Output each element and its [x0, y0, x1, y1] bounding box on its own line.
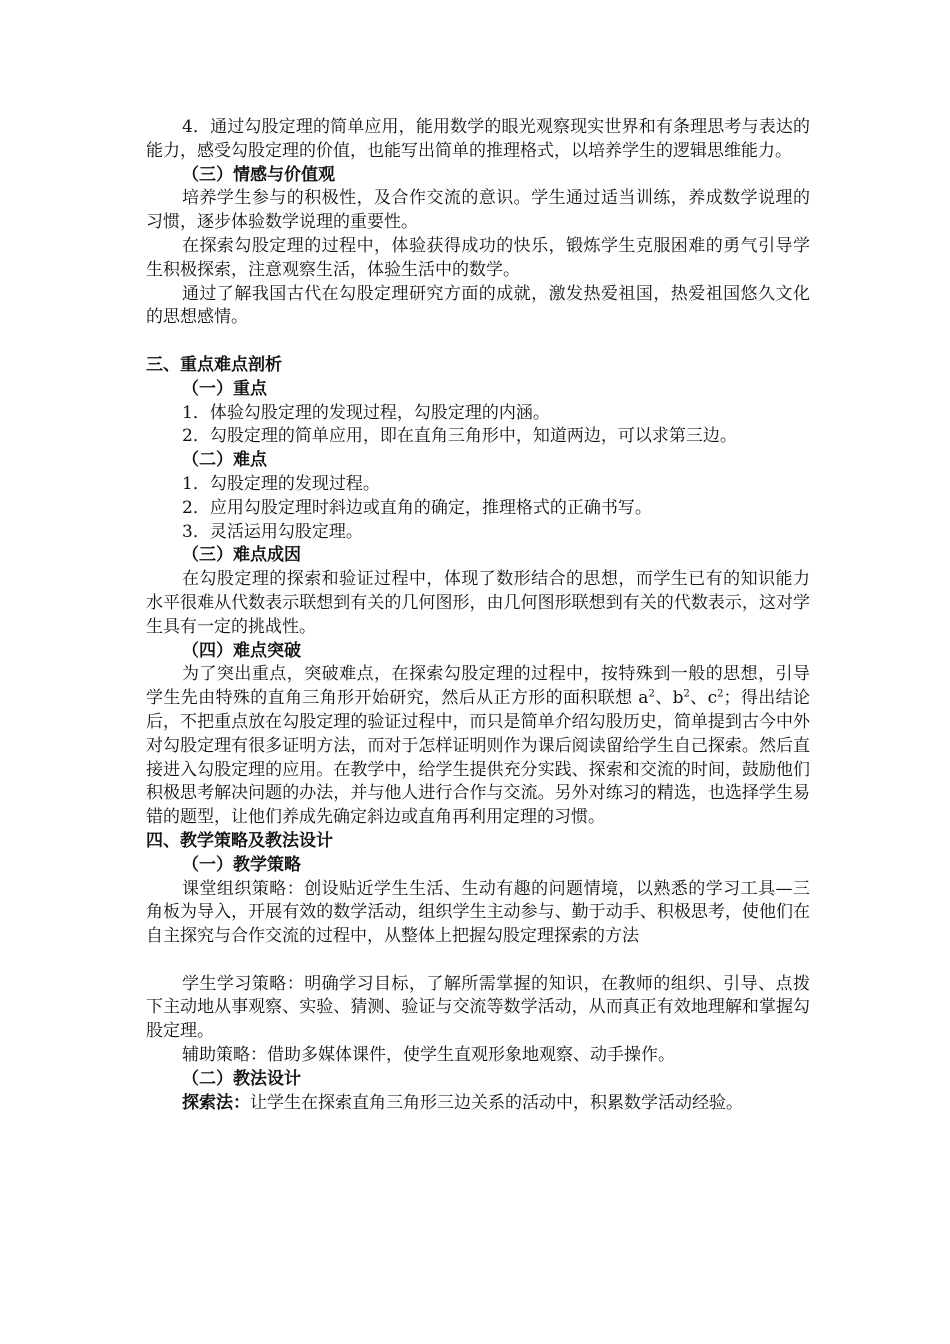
heading-emotion-values: （三）情感与价值观 — [182, 164, 335, 185]
heading-breakthrough: （四）难点突破 — [182, 640, 301, 661]
paragraph-patriotism: 通过了解我国古代在勾股定理研究方面的成就，激发热爱祖国，热爱祖国悠久文化的思想感情。 — [146, 283, 810, 328]
paragraph-difficulty-causes: 在勾股定理的探索和验证过程中，体现了数形结合的思想，而学生已有的知识能力水平很难从代数表示联想到有关的几何图形，由几何图形联想到有关的代数表示，这对学生具有一定的挑战性。 — [146, 569, 810, 637]
breakthrough-text-b: ；得出结论后，不把重点放在勾股定理的验证过程中，而只是简单介绍勾股历史，简单提到古今中外对勾股定理有很多证明方法，而对于怎样证明则作为课后阅读留给学生自己探索。然后直接进入勾股定理的应用。在教学中，给学生提供充分实践、探索和交流的时间，鼓励他们积极思考解决问题的办法，并与他人进行合作与交流。另外对练习的精选，也选择学生易错的题型，让他们养成先确定斜边或直角再利用定理的习惯。 — [146, 688, 810, 828]
heading-difficulties: （二）难点 — [182, 450, 267, 471]
heading-teaching-strategy: （一）教学策略 — [182, 854, 301, 875]
heading-difficulty-causes: （三）难点成因 — [182, 545, 301, 566]
heading-key-points: （一）重点 — [182, 378, 267, 399]
superscript-2: 2 — [648, 688, 655, 700]
paragraph-learning-strategy: 学生学习策略：明确学习目标，了解所需掌握的知识，在教师的组织、引导、点拨下主动地从事观察、实验、猜测、验证与交流等数学活动，从而真正有效地理解和掌握勾股定理。 — [146, 973, 810, 1042]
breakthrough-text-a: 为了突出重点，突破难点，在探索勾股定理的过程中，按特殊到一般的思想，引导学生先由特殊的直角三角形开始研究，然后从正方形的面积联想 a — [146, 664, 810, 709]
superscript-2: 2 — [717, 688, 724, 700]
spacer — [146, 330, 810, 354]
paragraph-ability-4: 4．通过勾股定理的简单应用，能用数学的眼光观察现实世界和有条理思考与表达的能力，感受勾股定理的价值，也能写出简单的推理格式，以培养学生的逻辑思维能力。 — [146, 117, 810, 161]
heading-method-design: （二）教法设计 — [182, 1068, 301, 1089]
difficulty-3: 3．灵活运用勾股定理。 — [182, 521, 363, 542]
separator-c: 、c — [689, 688, 718, 709]
paragraph-exploration: 在探索勾股定理的过程中，体验获得成功的快乐，锻炼学生克服困难的勇气引导学生积极探索，注意观察生活，体验生活中的数学。 — [146, 235, 810, 280]
key-point-2: 2．勾股定理的简单应用，即在直角三角形中，知道两边，可以求第三边。 — [182, 426, 737, 447]
document-page — [146, 116, 810, 1115]
difficulty-2: 2．应用勾股定理时斜边或直角的确定，推理格式的正确书写。 — [182, 497, 652, 518]
key-point-1: 1．体验勾股定理的发现过程，勾股定理的内涵。 — [182, 402, 550, 423]
spacer — [146, 949, 810, 973]
difficulty-1: 1．勾股定理的发现过程。 — [182, 473, 380, 494]
method-text: 让学生在探索直角三角形三边关系的活动中，积累数学活动经验。 — [250, 1092, 743, 1113]
separator-b: 、b — [654, 688, 684, 709]
paragraph-participation: 培养学生参与的积极性，及合作交流的意识。学生通过适当训练，养成数学说理的习惯，逐步体验数学说理的重要性。 — [146, 188, 810, 233]
paragraph-auxiliary-strategy: 辅助策略：借助多媒体课件，使学生直观形象地观察、动手操作。 — [182, 1045, 675, 1066]
method-label: 探索法： — [182, 1092, 250, 1113]
paragraph-exploration-method — [146, 1092, 810, 1116]
section-heading-4: 四、教学策略及教法设计 — [146, 830, 333, 851]
section-heading-3: 三、重点难点剖析 — [146, 354, 282, 375]
superscript-2: 2 — [683, 688, 690, 700]
paragraph-classroom-strategy: 课堂组织策略：创设贴近学生生活、生动有趣的问题情境，以熟悉的学习工具—三角板为导入，开展有效的数学活动，组织学生主动参与、勤于动手、积极思考，使他们在自主探究与合作交流的过程中，从整体上把握勾股定理探索的方法 — [146, 878, 810, 947]
paragraph-breakthrough — [146, 663, 810, 830]
